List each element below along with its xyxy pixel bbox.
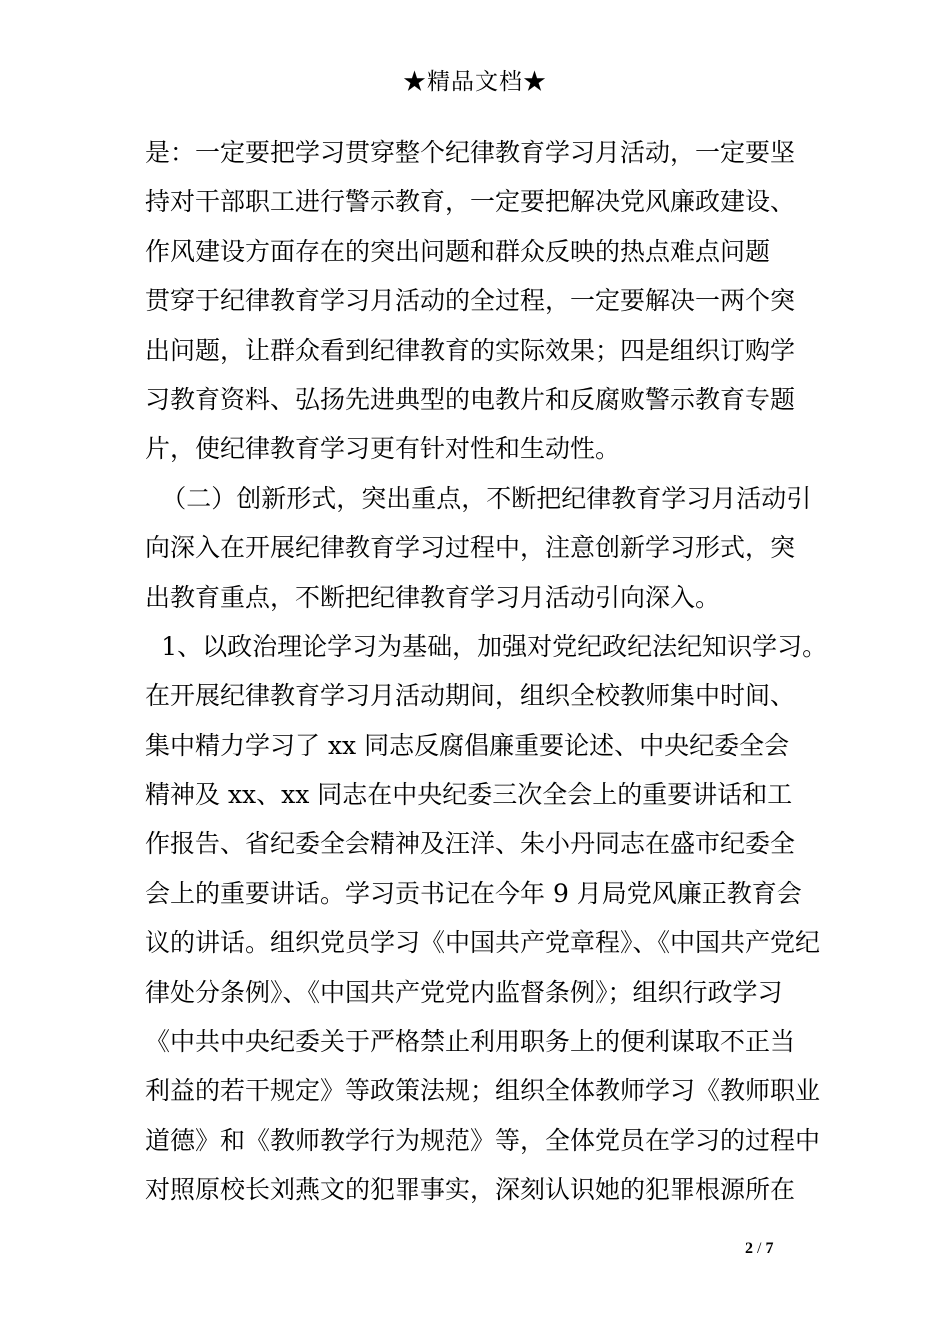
text-line: 精神及 xx、xx 同志在中央纪委三次全会上的重要讲话和工 [145, 780, 793, 810]
text-line: 会上的重要讲话。学习贡书记在今年 9 月局党风廉正教育会 [145, 878, 802, 908]
page-header: ★精品文档★ [403, 69, 547, 95]
text-line: 向深入在开展纪律教育学习过程中，注意创新学习形式，突 [145, 533, 796, 563]
text-line: 集中精力学习了 xx 同志反腐倡廉重要论述、中央纪委全会 [145, 730, 790, 760]
text-line: 习教育资料、弘扬先进典型的电教片和反腐败警示教育专题 [145, 384, 796, 414]
text-line: 《中共中央纪委关于严格禁止利用职务上的便利谋取不正当 [145, 1027, 796, 1057]
text-line: 对照原校长刘燕文的犯罪事实，深刻认识她的犯罪根源所在 [145, 1175, 796, 1205]
text-line: 出教育重点，不断把纪律教育学习月活动引向深入。 [145, 582, 721, 612]
text-line: 道德》和《教师教学行为规范》等，全体党员在学习的过程中 [145, 1125, 821, 1155]
text-line: 议的讲话。组织党员学习《中国共产党章程》、《中国共产党纪 [145, 928, 821, 958]
text-line: 贯穿于纪律教育学习月活动的全过程，一定要解决一两个突 [145, 286, 796, 316]
text-line: 1、以政治理论学习为基础，加强对党纪政纪法纪知识学习。 [161, 631, 828, 661]
page-number-separator: / [757, 1240, 762, 1257]
text-line: （二）创新形式，突出重点，不断把纪律教育学习月活动引 [161, 483, 812, 513]
text-line: 片，使纪律教育学习更有针对性和生动性。 [145, 434, 621, 464]
body-text [145, 128, 828, 1215]
page-number-current: 2 [745, 1240, 753, 1257]
text-line: 持对干部职工进行警示教育，一定要把解决党风廉政建设、 [145, 187, 796, 217]
page-number [745, 1239, 773, 1259]
text-line: 出问题，让群众看到纪律教育的实际效果；四是组织订购学 [145, 335, 796, 365]
page-number-total: 7 [765, 1240, 774, 1257]
text-line: 作风建设方面存在的突出问题和群众反映的热点难点问题 [145, 236, 771, 266]
text-line: 利益的若干规定》等政策法规；组织全体教师学习《教师职业 [145, 1076, 821, 1106]
text-line: 在开展纪律教育学习月活动期间，组织全校教师集中时间、 [145, 681, 796, 711]
text-line: 是：一定要把学习贯穿整个纪律教育学习月活动，一定要坚 [145, 138, 796, 167]
text-line: 作报告、省纪委全会精神及汪洋、朱小丹同志在盛市纪委全 [145, 829, 796, 859]
text-line: 律处分条例》、《中国共产党党内监督条例》；组织行政学习 [145, 977, 783, 1007]
